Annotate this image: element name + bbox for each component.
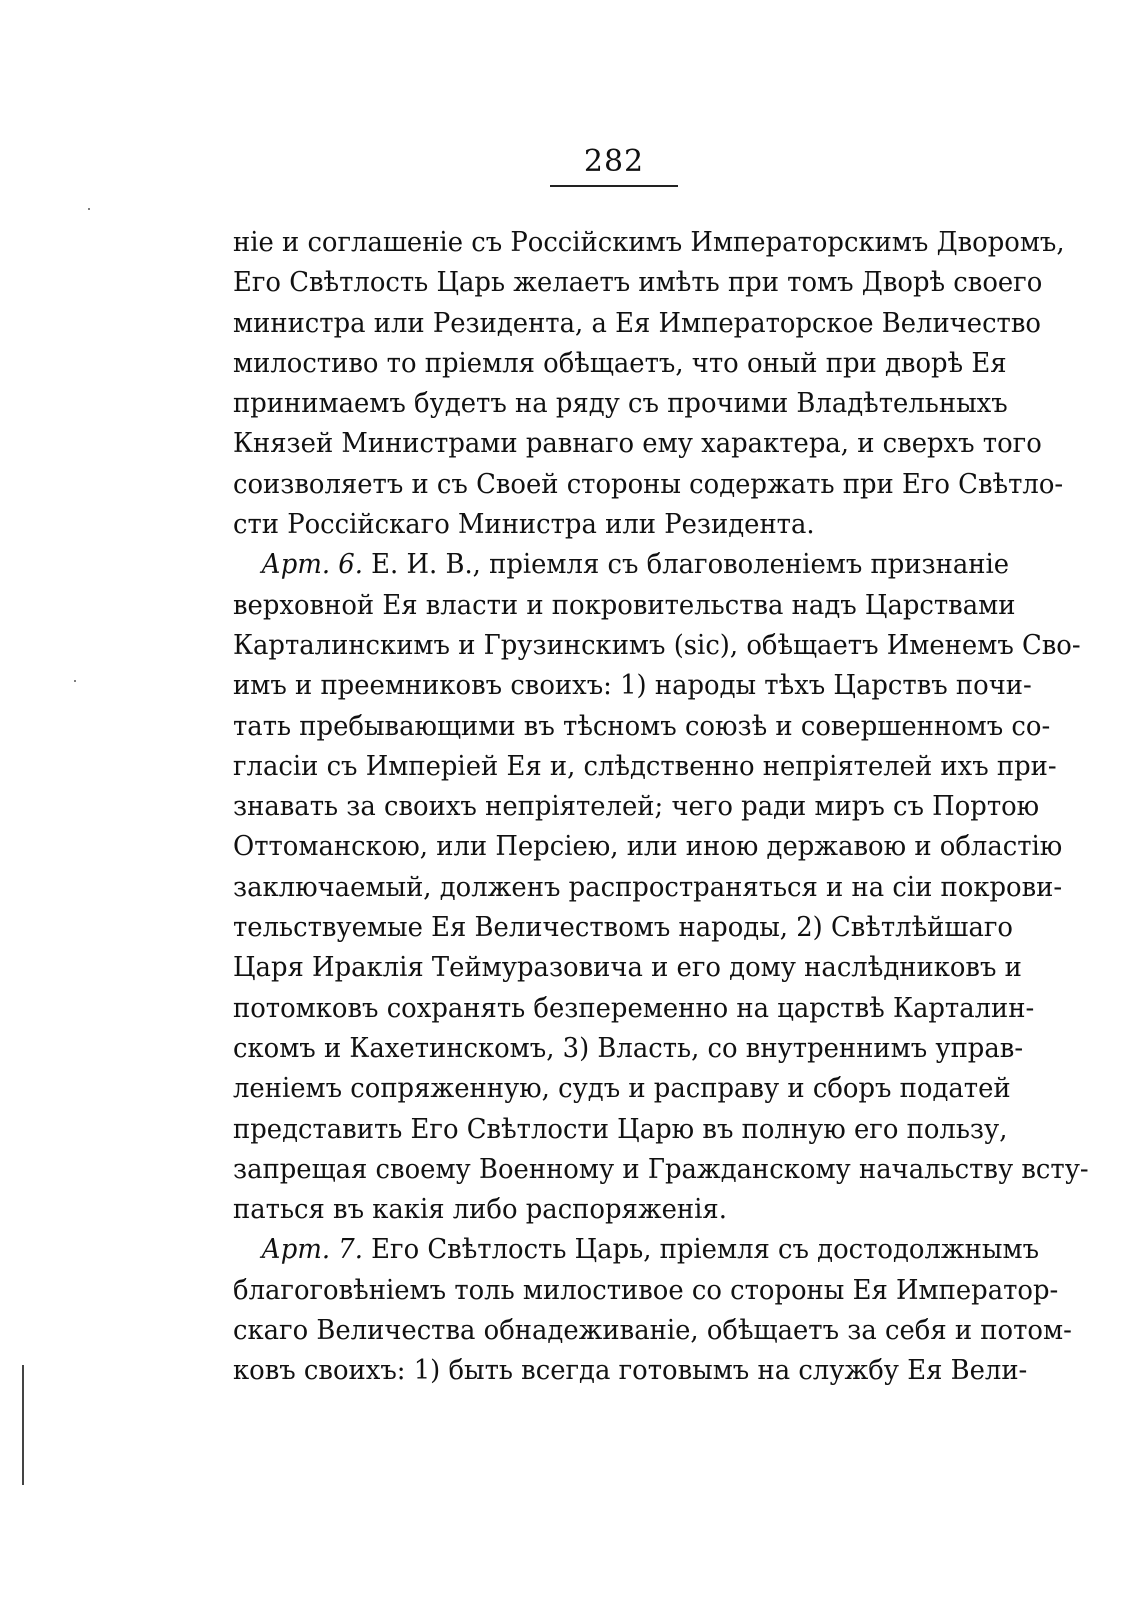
scan-speck (74, 680, 76, 682)
text-line: Карталинскимъ и Грузинскимъ (sic), обѣщаетъ Именемъ Сво- (233, 628, 1081, 661)
scan-margin-line (22, 1365, 24, 1485)
text-line: имъ и преемниковъ своихъ: 1) народы тѣхъ Царствъ почи- (233, 669, 1032, 702)
text-line: заключаемый, долженъ распространяться и на сіи покрови- (233, 870, 1063, 903)
text-line: тельствуемые Ея Величествомъ народы, 2) Свѣтлѣйшаго (233, 911, 1013, 944)
text-line: знавать за своихъ непріятелей; чего ради миръ съ Портою (233, 790, 1040, 823)
text-line: соизволяетъ и съ Своей стороны содержать при Его Свѣтло- (233, 467, 1064, 500)
article-6-first-line (233, 544, 1010, 584)
body-text (233, 222, 1089, 1391)
text-line: потомковъ сохранять безпеременно на царствѣ Карталин- (233, 991, 1035, 1024)
text-line: верховной Ея власти и покровительства надъ Царствами (233, 588, 1016, 621)
scan-speck (88, 208, 90, 210)
text-line: Оттоманскою, или Персіею, или иною державою и областію (233, 830, 1063, 863)
text-line: министра или Резидента, а Ея Императорское Величество (233, 306, 1041, 339)
text-line: Царя Ираклія Теймуразовича и его дому наслѣдниковъ и (233, 951, 1022, 984)
text-line: леніемъ сопряженную, судъ и расправу и сборъ податей (233, 1072, 1011, 1105)
page-number: 282 (583, 144, 645, 179)
text-line: скомъ и Кахетинскомъ, 3) Власть, со внутреннимъ управ- (233, 1031, 1024, 1064)
text-line: тать пребывающими въ тѣсномъ союзѣ и совершенномъ со- (233, 709, 1051, 742)
text-line: запрещая своему Военному и Гражданскому начальству всту- (233, 1152, 1089, 1185)
article-7-first-line-text: Его Свѣтлость Царь, пріемля съ достодолжнымъ (371, 1233, 1040, 1266)
text-line: сти Россійскаго Министра или Резидента. (233, 508, 815, 541)
text-line: гласіи съ Имперіей Ея и, слѣдственно непріятелей ихъ при- (233, 749, 1057, 782)
text-line: принимаемъ будетъ на ряду съ прочими Владѣтельныхъ (233, 387, 1008, 420)
text-line: благоговѣніемъ толь милостивое со стороны Ея Император- (233, 1273, 1059, 1306)
text-line: Князей Министрами равнаго ему характера, и сверхъ того (233, 427, 1042, 460)
text-line: милостиво то пріемля обѣщаетъ, что оный при дворѣ Ея (233, 346, 1007, 379)
text-line: скаго Величества обнадеживаніе, обѣщаетъ за себя и потом- (233, 1314, 1072, 1347)
page-number-rule (550, 185, 678, 187)
text-line: Его Свѣтлость Царь желаетъ имѣть при томъ Дворѣ своего (233, 266, 1043, 299)
text-line: паться въ какія либо распоряженія. (233, 1193, 727, 1226)
text-line: ковъ своихъ: 1) быть всегда готовымъ на службу Ея Вели- (233, 1354, 1028, 1387)
article-6-label: Арт. 6. (261, 548, 363, 581)
article-6-first-line-text: Е. И. В., пріемля съ благоволеніемъ признаніе (371, 548, 1010, 581)
text-line: ніе и соглашеніе съ Россійскимъ Императорскимъ Дворомъ, (233, 226, 1065, 258)
text-line: представить Его Свѣтлости Царю въ полную его пользу, (233, 1112, 1008, 1145)
article-7-label: Арт. 7. (261, 1233, 363, 1266)
article-7-first-line (233, 1229, 1040, 1269)
